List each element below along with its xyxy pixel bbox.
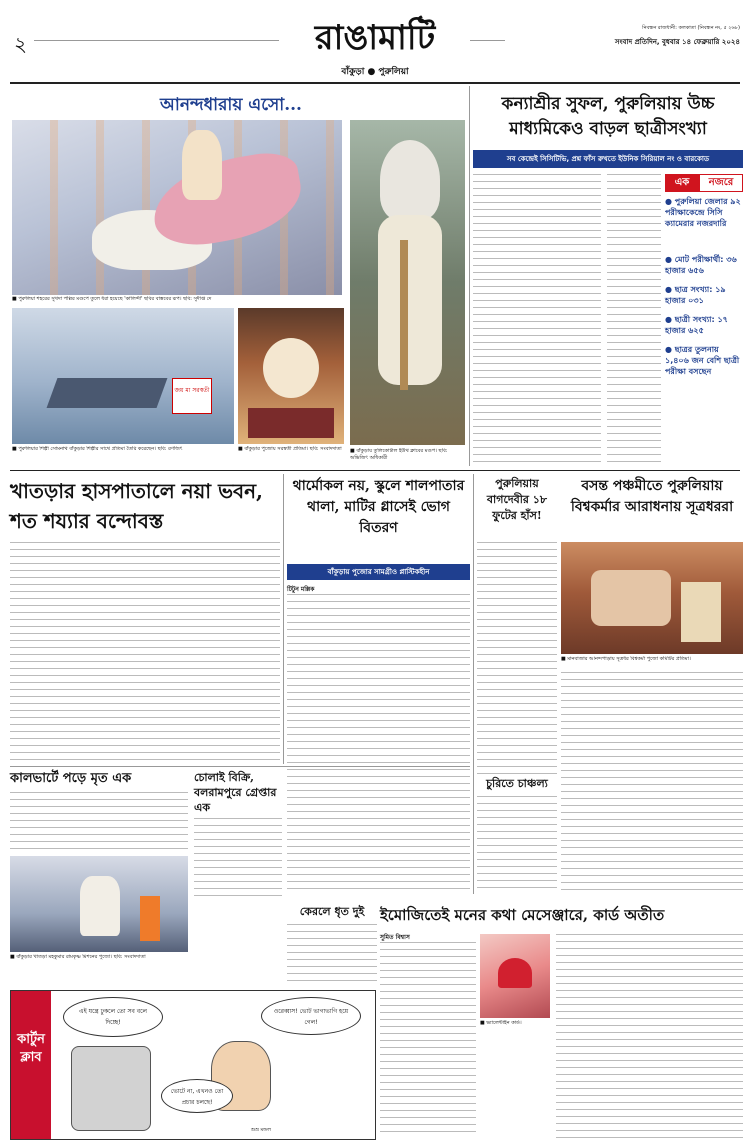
boat-banner: জয় মা সরস্বতী — [172, 378, 212, 414]
section-divider — [10, 766, 470, 767]
ek-nojore-item: ● ছাত্রর তুলনায় ১,৪০৬ জন বেশি ছাত্রী পরীক্ষা বসছেন — [665, 345, 740, 376]
thermocol-strap: বাঁকুড়ায় পুজোর সামগ্রীও প্লাস্টিকহীন — [287, 564, 470, 580]
cholai-story — [194, 770, 282, 900]
lead-story — [473, 86, 743, 466]
column-rule — [473, 474, 474, 894]
masthead-title: রাঙামাটি — [314, 18, 436, 58]
hans-story — [477, 474, 557, 774]
vishwakarma-story — [561, 474, 743, 894]
section-divider — [10, 470, 740, 471]
date-line: সংবাদ প্রতিদিন, বুধবার ১৪ ফেব্রুয়ারি ২০২৪ — [614, 38, 740, 46]
kerala-story — [287, 904, 377, 984]
cartoon-bubble-right: ওরেব্বাস! ভোট ভাগাভাগি হয়ে গেল! — [261, 997, 361, 1035]
kerala-body-text — [287, 924, 377, 984]
column-rule — [469, 86, 470, 466]
kalvert-body-text — [10, 792, 188, 852]
khatra-headline: খাতড়ার হাসপাতালে নয়া ভবন, শত শয্যার বন্দোবস্ত — [10, 479, 264, 533]
emoji-body-text — [380, 942, 476, 1138]
cartoon-bubble-bottom: ভোটে না, এখনও তো প্রচার চলছে! — [161, 1079, 233, 1113]
cholai-headline: চোলাই বিক্রি, বলরামপুরে গ্রেপ্তার এক — [194, 771, 277, 814]
cartoon-label: কার্টুন ক্লাব — [11, 991, 51, 1139]
ek-nojore-header — [665, 174, 743, 192]
choori-headline: চুরিতে চাঞ্চল্য — [486, 777, 548, 790]
kalvert-headline: কালভার্টে পড়ে মৃত এক — [10, 771, 132, 786]
kalvert-story — [10, 770, 188, 980]
vishwakarma-caption: ■ মানবাজার আনন্দপাড়ায় সূত্রধর বিশ্বকর্মা পুজো কমিটির প্রতিমা। — [561, 656, 691, 662]
thermocol-body-text — [287, 594, 470, 894]
kalvert-caption: ■ বাঁকুড়ার খাতড়া মহকুমার রামকৃষ্ণ মিশনের পুজো। ছবি: সংবাদদাতা — [10, 954, 146, 960]
ek-nojore-item: ● ছাত্রী সংখ্যা: ১৭ হাজার ৬২৫ — [665, 315, 728, 335]
pandal-caption-main: ■ পুরুলিয়া শহরের সুখদা পল্লির মণ্ডপে তুলে ধরা হয়েছে 'কালিন্দী' ছবির বাস্তবের রূপ। ছবি: সুদীপ্ত দে — [12, 296, 212, 302]
hans-headline: পুরুলিয়ায় বাগদেবীর ১৮ ফুটের হাঁস! — [486, 477, 548, 522]
pandal-caption-right: ■ বাঁকুড়ায় তুলিকোটাল ইউথ ক্লাবের মণ্ডপ। ছবি: অভিজিৎ অধিকারী — [350, 448, 448, 461]
vishwakarma-headline: বসন্ত পঞ্চমীতে পুরুলিয়ায় বিশ্বকর্মার আরাধনায় সূত্রধররা — [570, 478, 734, 515]
emoji-story — [380, 904, 743, 1140]
emoji-caption: ■ ভ্যালেন্টাইন কার্ড। — [480, 1020, 522, 1026]
pandal-caption-bottom-mid: ■ বাঁকুড়ার পুজোয় সরস্বতী প্রতিমা। ছবি: সংবাদদাতা — [238, 446, 342, 452]
masthead-rule-left — [34, 40, 279, 41]
pandal-heading: আনন্দধারায় এসো... — [160, 95, 302, 115]
kerala-headline: কেরলে ধৃত দুই — [299, 905, 365, 918]
saraswati-idol-photo — [350, 120, 465, 445]
choori-story — [477, 776, 557, 896]
cholai-body-text — [194, 818, 282, 900]
ek-nojore-label-left: এক — [665, 174, 699, 192]
choori-body-text — [477, 796, 557, 894]
ek-nojore-item: ● পুরুলিয়া জেলার ৯২ পরীক্ষাকেন্দ্রে সিসি ক্যামেরার নজরদারি — [665, 197, 741, 228]
ek-nojore-item: ● ছাত্র সংখ্যা: ১৯ হাজার ০৩১ — [665, 285, 726, 305]
lead-strap: সব কেন্দ্রেই সিসিটিভি, প্রশ্ন ফাঁস রুখতে ইউনিক সিরিয়াল নং ও বারকোড — [473, 150, 743, 168]
masthead — [0, 0, 750, 86]
column-rule — [283, 474, 284, 764]
cartoon-bubble-left: এই যন্ত্রে ঢুকলে তো সব বলে দিচ্ছে! — [63, 997, 163, 1037]
khatra-body-text — [10, 542, 280, 764]
emoji-byline: সুমিত বিশ্বাস — [380, 934, 410, 941]
swan-pandal-photo — [12, 120, 342, 295]
cartoon-robot — [71, 1046, 151, 1131]
goddess-figure — [182, 130, 222, 200]
emoji-headline: ইমোজিতেই মনের কথা মেসেঞ্জারে, কার্ড অতীত — [380, 906, 665, 924]
cartoon-strip — [10, 990, 376, 1140]
lit-pandal-photo — [238, 308, 344, 444]
thermocol-headline: থার্মোকল নয়, স্কুলে শালপাতার থালা, মাটির গ্লাসেই ভোগ বিতরণ — [292, 478, 465, 536]
edition-line: নিবন্ধন রাজধানী: কলকাতা (নিবন্ধন নং, ৫ ২৬৮) — [642, 25, 740, 31]
cartoon-artist-credit: শুভ্র মন্ডল — [250, 1127, 272, 1133]
districts-subtitle: বাঁকুড়া ● পুরুলিয়া — [341, 67, 409, 77]
thermocol-byline: টিটুন মল্লিক — [287, 586, 315, 593]
ek-nojore-box — [665, 174, 743, 466]
ramakrishna-mission-photo — [10, 856, 188, 952]
page-number: ২ — [14, 32, 28, 56]
valentine-card-photo — [480, 934, 550, 1018]
pandal-feature — [10, 86, 465, 466]
ek-nojore-label-right: নজরে — [699, 174, 743, 192]
hans-body-text — [477, 542, 557, 774]
vishwakarma-body-text — [561, 672, 743, 894]
lead-body-text — [473, 174, 601, 464]
ek-nojore-item: ● মোট পরীক্ষার্থী: ৩৬ হাজার ৬৫৬ — [665, 255, 737, 275]
pandal-caption-bottom-left: ■ পুরুলিয়ার শিল্পী সোমনাথ বাঁকুড়ার শিল্পীর সাথে প্রতিমা তৈরি করেছেন। ছবি: রণজিৎ — [12, 446, 183, 452]
lead-headline: কন্যাশ্রীর সুফল, পুরুলিয়ায় উচ্চ মাধ্যমিকেও বাড়ল ছাত্রীসংখ্যা — [501, 94, 715, 139]
vishwakarma-photo — [561, 542, 743, 654]
boat-diorama-photo — [12, 308, 234, 444]
lead-body-text-2 — [607, 174, 661, 464]
masthead-divider — [10, 82, 740, 84]
emoji-body-text-2 — [556, 934, 743, 1138]
thermocol-story — [287, 474, 470, 894]
khatra-story — [10, 474, 280, 764]
